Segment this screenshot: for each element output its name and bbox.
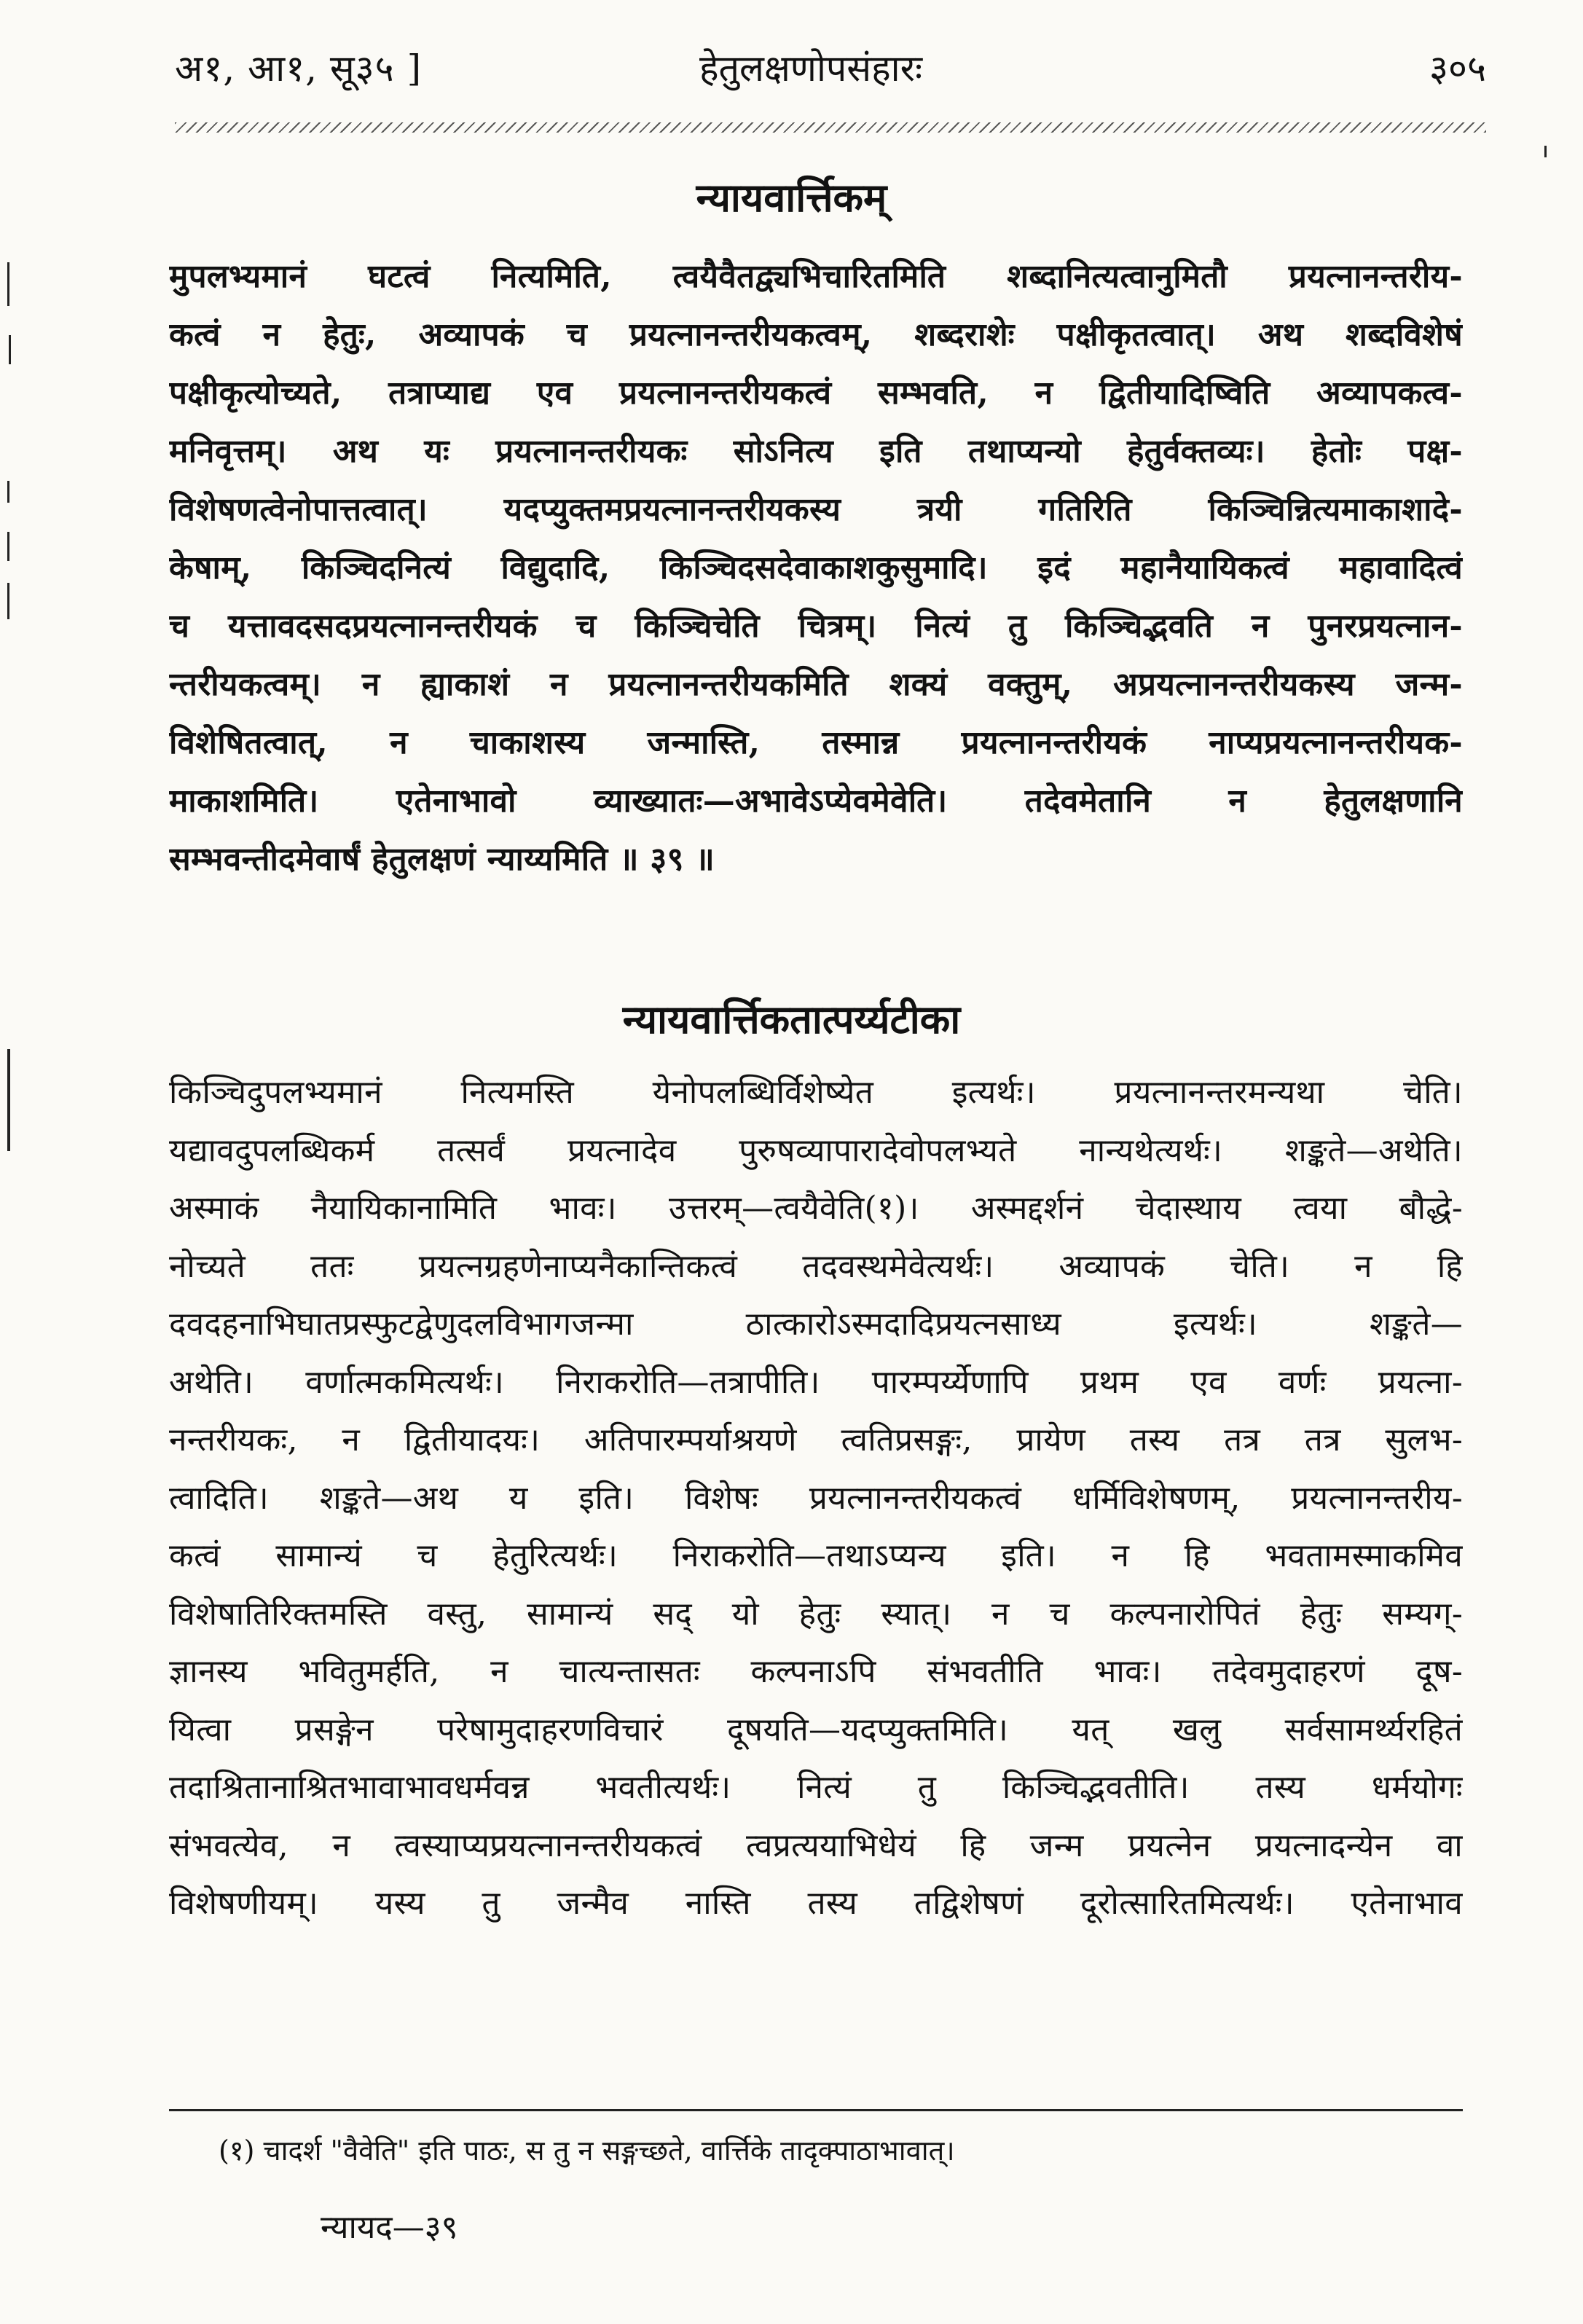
text-line: त्वादिति। शङ्कते—अथ य इति। विशेषः प्रयत्नानन्तरीयकत्वं धर्मिविशेषणम्, प्रयत्नानन्तरीय- <box>169 1479 1463 1517</box>
text-line: यद्यावदुपलब्धिकर्म तत्सर्वं प्रयत्नादेव पुरुषव्यापारादेवोपलभ्यते नान्यथेत्यर्थः। शङ्कते—अथेति। <box>169 1131 1463 1169</box>
scan-artifact <box>1544 146 1547 157</box>
text-line: तदाश्रितानाश्रितभावाभावधर्मवन्न भवतीत्यर्थः। नित्यं तु किञ्चिद्भवतीति। तस्य धर्मयोगः <box>169 1769 1463 1806</box>
section-title-tatparyatika: न्यायवार्त्तिकतात्पर्य्यटीका <box>622 996 961 1043</box>
scan-artifact <box>7 481 9 503</box>
scan-artifact <box>7 583 9 619</box>
scan-artifact <box>7 1049 10 1107</box>
section-title-nyayavarttikam: न्यायवार्त्तिकम् <box>696 174 887 221</box>
text-line: मुपलभ्यमानं घटत्वं नित्यमिति, त्वयैवैतद्व्यभिचारितमिति शब्दानित्यत्वानुमितौ प्रयत्नानन्तरीय- <box>169 258 1463 295</box>
text-line: नन्तरीयकः, न द्वितीयादयः। अतिपारम्पर्याश्रयणे त्वतिप्रसङ्गः, प्रायेण तस्य तत्र तत्र सुलभ- <box>169 1421 1463 1459</box>
text-line: विशेषितत्वात्, न चाकाशस्य जन्मास्ति, तस्मान्न प्रयत्नानन्तरीयकं नाप्यप्रयत्नानन्तरीयक- <box>169 724 1463 761</box>
text-line: किञ्चिदुपलभ्यमानं नित्यमस्ति येनोपलब्धिर्विशेष्येत इत्यर्थः। प्रयत्नानन्तरमन्यथा चेति। <box>169 1074 1463 1111</box>
header-divider <box>175 122 1486 133</box>
text-line: विशेषणत्वेनोपात्तत्वात्। यदप्युक्तमप्रयत्नानन्तरीयकस्य त्रयी गतिरिति किञ्चिन्नित्यमाकाशादे- <box>169 491 1463 528</box>
text-line: विशेषणीयम्। यस्य तु जन्मैव नास्ति तस्य तद्विशेषणं दूरोत्सारितमित्यर्थः। एतेनाभाव <box>169 1885 1463 1922</box>
text-line: मनिवृत्तम्। अथ यः प्रयत्नानन्तरीयकः सोऽनित्य इति तथाप्यन्यो हेतुर्वक्तव्यः। हेतोः पक्ष- <box>169 433 1463 470</box>
text-line: संभवत्येव, न त्वस्याप्यप्रयत्नानन्तरीयकत्वं त्वप्रत्ययाभिधेयं हि जन्म प्रयत्नेन प्रयत्नादन्येन वा <box>169 1826 1463 1864</box>
scan-artifact <box>9 335 11 364</box>
page-number: ३०५ <box>1429 47 1486 90</box>
text-line: च यत्तावदसदप्रयत्नानन्तरीयकं च किञ्चिचेति चित्रम्। नित्यं तु किञ्चिद्भवति न पुनरप्रयत्नान- <box>169 608 1463 645</box>
scan-artifact <box>7 532 9 561</box>
text-line: पक्षीकृत्योच्यते, तत्राप्याद्य एव प्रयत्नानन्तरीयकत्वं सम्भवति, न द्वितीयादिष्विति अव्यापकत्व- <box>169 374 1463 412</box>
scan-artifact <box>7 262 9 306</box>
text-line: कत्वं सामान्यं च हेतुरित्यर्थः। निराकरोति—तथाऽप्यन्य इति। न हि भवतामस्माकमिव <box>169 1537 1463 1574</box>
text-line: अथेति। वर्णात्मकमित्यर्थः। निराकरोति—तत्रापीति। पारम्पर्य्येणापि प्रथम एव वर्णः प्रयत्ना- <box>169 1363 1463 1401</box>
varttika-text-block <box>169 248 1463 889</box>
footnote-divider <box>169 2109 1463 2111</box>
text-line: नोच्यते ततः प्रयत्नग्रहणेनाप्यनैकान्तिकत्वं तदवस्थमेवेत्यर्थः। अव्यापकं चेति। न हि <box>169 1247 1463 1285</box>
running-header <box>175 42 1486 108</box>
text-line: न्तरीयकत्वम्। न ह्याकाशं न प्रयत्नानन्तरीयकमिति शक्यं वक्तुम्, अप्रयत्नानन्तरीयकस्य जन्म- <box>169 666 1463 703</box>
text-line: माकाशमिति। एतेनाभावो व्याख्यातः—अभावेऽप्येवमेवेति। तदेवमेतानि न हेतुलक्षणानि <box>169 782 1463 820</box>
header-section-reference: अ१, आ१, सू३५ ] <box>175 47 423 90</box>
text-line: अस्माकं नैयायिकानामिति भावः। उत्तरम्—त्वयैवेति(१)। अस्मद्दर्शनं चेदास्थाय त्वया बौद्धे- <box>169 1190 1463 1227</box>
text-line: ज्ञानस्य भवितुमर्हति, न चात्यन्तासतः कल्पनाऽपि संभवतीति भावः। तदेवमुदाहरणं दूष- <box>169 1653 1463 1690</box>
text-line: केषाम्, किञ्चिदनित्यं विद्युदादि, किञ्चिदसदेवाकाशकुसुमादि। इदं महानैयायिकत्वं महावादित्वं <box>169 549 1463 586</box>
printer-signature: न्यायद—३९ <box>321 2209 458 2246</box>
scan-artifact <box>7 1107 10 1151</box>
header-topic: हेतुलक्षणोपसंहारः <box>699 47 923 90</box>
tika-text-block <box>169 1064 1463 1933</box>
text-line: सम्भवन्तीदमेवार्षं हेतुलक्षणं न्याय्यमिति ॥ ३९ ॥ <box>169 841 715 878</box>
text-line: दवदहनाभिघातप्रस्फुटद्वेणुदलविभागजन्मा ठात्कारोऽस्मदादिप्रयत्नसाध्य इत्यर्थः। शङ्कते— <box>169 1306 1463 1343</box>
footnote: (१) चादर्श "वैवेति" इति पाठः, स तु न सङ्गच्छते, वार्त्तिके तादृक्पाठाभावात्। <box>219 2135 955 2167</box>
text-line: विशेषातिरिक्तमस्ति वस्तु, सामान्यं सद् यो हेतुः स्यात्। न च कल्पनारोपितं हेतुः सम्यग्- <box>169 1595 1463 1633</box>
text-line: कत्वं न हेतुः, अव्यापकं च प्रयत्नानन्तरीयकत्वम्, शब्दराशेः पक्षीकृतत्वात्। अथ शब्दविशेषं <box>169 316 1463 353</box>
text-line: यित्वा प्रसङ्गेन परेषामुदाहरणविचारं दूषयति—यदप्युक्तमिति। यत् खलु सर्वसामर्थ्यरहितं <box>169 1711 1463 1748</box>
